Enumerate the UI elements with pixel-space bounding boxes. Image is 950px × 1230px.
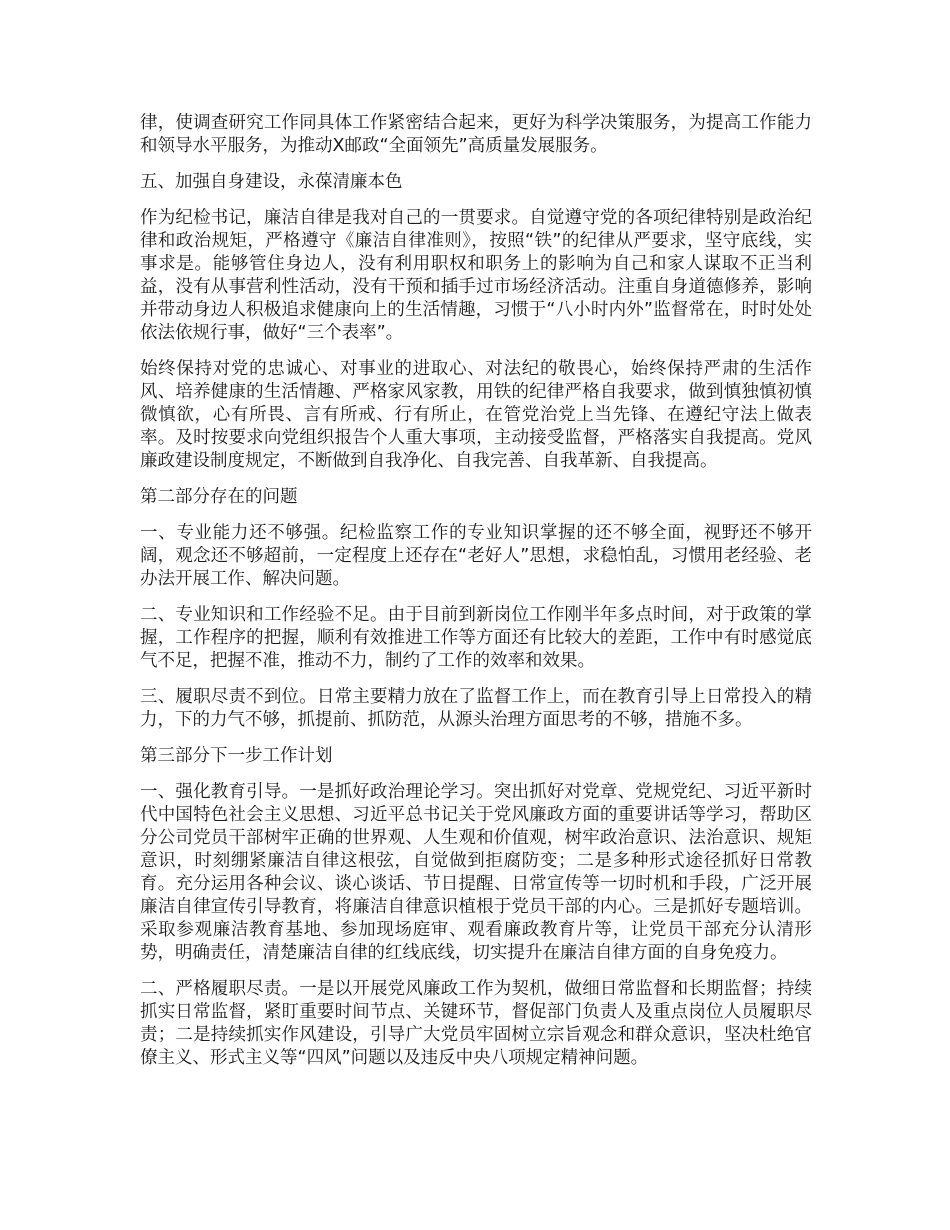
paragraph: 三、履职尽责不到位。日常主要精力放在了监督工作上，而在教育引导上日常投入的精力，下的力气不够，抓提前、抓防范，从源头治理方面思考的不够，措施不多。 xyxy=(140,687,812,730)
document-body xyxy=(140,112,812,1083)
paragraph: 二、严格履职尽责。一是以开展党风廉政工作为契机，做细日常监督和长期监督；持续抓实日常监督，紧盯重要时间节点、关键环节，督促部门负责人及重点岗位人员履职尽责；二是持续抓实作风建设，引导广大党员牢固树立宗旨观念和群众意识，坚决杜绝官僚主义、形式主义等“四风”问题以及违反中央八项规定精神问题。 xyxy=(140,979,812,1068)
section-heading: 五、加强自身建设，永葆清廉本色 xyxy=(140,172,403,192)
section-heading: 第二部分存在的问题 xyxy=(140,487,298,507)
paragraph: 始终保持对党的忠诚心、对事业的进取心、对法纪的敬畏心，始终保持严肃的生活作风、培养健康的生活情趣、严格家风家教，用铁的纪律严格自我要求，做到慎独慎初慎微慎欲，心有所畏、言有所戒、行有所止，在管党治党上当先锋、在遵纪守法上做表率。及时按要求向党组织报告个人重大事项，主动接受监督，严格落实自我提高。党风廉政建设制度规定，不断做到自我净化、自我完善、自我革新、自我提高。 xyxy=(140,359,812,471)
paragraph: 一、专业能力还不够强。纪检监察工作的专业知识掌握的还不够全面，视野还不够开阔，观念还不够超前，一定程度上还存在“老好人”思想，求稳怕乱，习惯用老经验、老办法开展工作、解决问题。 xyxy=(140,523,812,589)
paragraph: 一、强化教育引导。一是抓好政治理论学习。突出抓好对党章、党规党纪、习近平新时代中国特色社会主义思想、习近平总书记关于党风廉政方面的重要讲话等学习，帮助区分公司党员干部树牢正确的世界观、人生观和价值观，树牢政治意识、法治意识、规矩意识，时刻绷紧廉洁自律这根弦，自觉做到拒腐防变；二是多种形式途径抓好日常教育。充分运用各种会议、谈心谈话、节日提醒、日常宣传等一切时机和手段，广泛开展廉洁自律宣传引导教育，将廉洁自律意识植根于党员干部的内心。三是抓好专题培训。采取参观廉洁教育基地、参加现场庭审、观看廉政教育片等，让党员干部充分认清形势，明确责任，清楚廉洁自律的红线底线，切实提升在廉洁自律方面的自身免疫力。 xyxy=(140,782,812,963)
paragraph: 二、专业知识和工作经验不足。由于目前到新岗位工作刚半年多点时间，对于政策的掌握，工作程序的把握，顺利有效推进工作等方面还有比较大的差距，工作中有时感觉底气不足，把握不准，推动不力，制约了工作的效率和效果。 xyxy=(140,605,812,671)
paragraph: 律，使调查研究工作同具体工作紧密结合起来，更好为科学决策服务，为提高工作能力和领导水平服务，为推动X邮政“全面领先”高质量发展服务。 xyxy=(140,113,812,156)
section-heading: 第三部分下一步工作计划 xyxy=(140,746,333,766)
paragraph: 作为纪检书记，廉洁自律是我对自己的一贯要求。自觉遵守党的各项纪律特别是政治纪律和政治规矩，严格遵守《廉洁自律准则》，按照“铁”的纪律从严要求，坚守底线，实事求是。能够管住身边人，没有利用职权和职务上的影响为自己和家人谋取不正当利益，没有从事营利性活动，没有干预和插手过市场经济活动。注重自身道德修养，影响并带动身边人积极追求健康向上的生活情趣，习惯于“八小时内外”监督常在，时时处处依法依规行事，做好“三个表率”。 xyxy=(140,208,812,343)
